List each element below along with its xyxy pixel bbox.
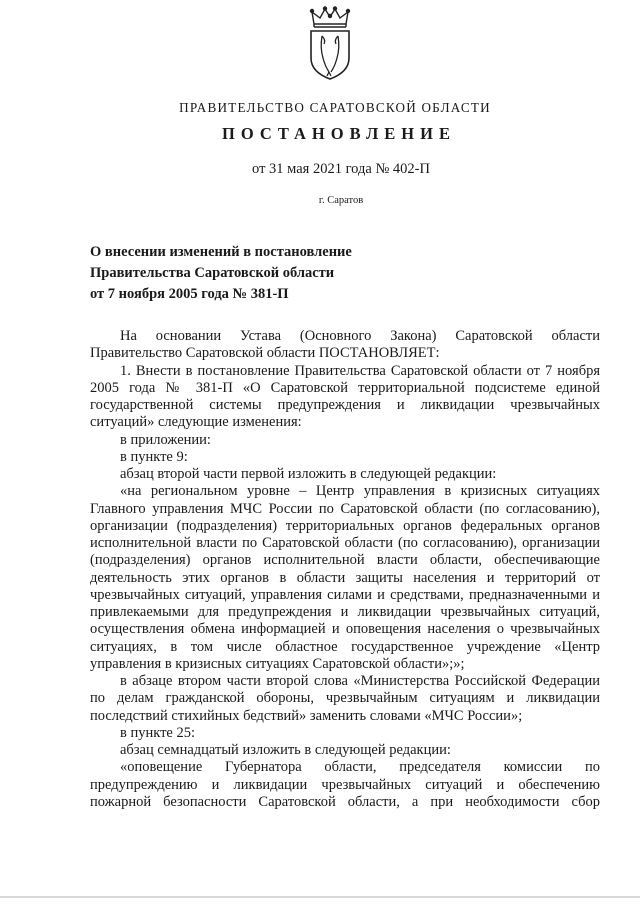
document-body bbox=[90, 328, 600, 811]
body-paragraph: 1. Внести в постановление Правительства Саратовской области от 7 ноября 2005 года № 381-П «О Саратовской территориальной подсистеме единой государственной системы предупреждения и ликвидации чрезвычайных ситуаций» следующие изменения: bbox=[90, 362, 600, 431]
subject-line: О внесении изменений в постановление bbox=[90, 244, 352, 260]
body-paragraph: в приложении: bbox=[120, 431, 211, 448]
body-paragraph: «на региональном уровне – Центр управления в кризисных ситуациях Главного управления МЧС России по Саратовской области (по согласованию), организации (подразделения) территориальных органов федеральных органов исполнительной власти по Саратовской области (по согласованию), организации (подразделения) органов исполнительной власти области, обеспечивающие деятельность этих органов в области защиты населения и территорий от чрезвычайных ситуаций, управления силами и средствами, предназначенными и привлекаемыми для предупреждения и ликвидации чрезвычайных ситуаций, осуществления обмена информацией и оповещения населения о чрезвычайных ситуациях, в том числе областное государственное учреждение «Центр управления в кризисных ситуациях Саратовской области»;»; bbox=[90, 483, 600, 672]
body-paragraph: в пункте 9: bbox=[120, 448, 188, 465]
document-subject bbox=[90, 242, 352, 305]
body-paragraph: абзац второй части первой изложить в следующей редакции: bbox=[120, 466, 497, 482]
document-date-number: от 31 мая 2021 года № 402-П bbox=[252, 161, 430, 177]
coat-of-arms-icon bbox=[300, 6, 360, 82]
scan-edge-divider bbox=[0, 896, 640, 898]
subject-line: от 7 ноября 2005 года № 381-П bbox=[90, 286, 289, 302]
subject-line: Правительства Саратовской области bbox=[90, 265, 335, 281]
document-type: ПОСТАНОВЛЕНИЕ bbox=[222, 124, 456, 143]
body-paragraph: в абзаце втором части второй слова «Министерства Российской Федерации по делам гражданской обороны, чрезвычайным ситуациям и ликвидации последствий стихийных бедствий» заменить словами «МЧС России»; bbox=[90, 673, 600, 724]
document-city: г. Саратов bbox=[318, 195, 364, 206]
body-paragraph: в пункте 25: bbox=[120, 724, 196, 741]
government-name: ПРАВИТЕЛЬСТВО САРАТОВСКОЙ ОБЛАСТИ bbox=[179, 100, 491, 115]
body-paragraph: абзац семнадцатый изложить в следующей редакции: bbox=[120, 742, 451, 758]
body-paragraph: На основании Устава (Основного Закона) Саратовской области Правительство Саратовской области ПОСТАНОВЛЯЕТ: bbox=[90, 328, 600, 362]
body-paragraph: «оповещение Губернатора области, председателя комиссии по предупреждению и ликвидации чрезвычайных ситуаций и обеспечению пожарной безопасности Саратовской области, а при необходимости сбор bbox=[90, 759, 600, 810]
